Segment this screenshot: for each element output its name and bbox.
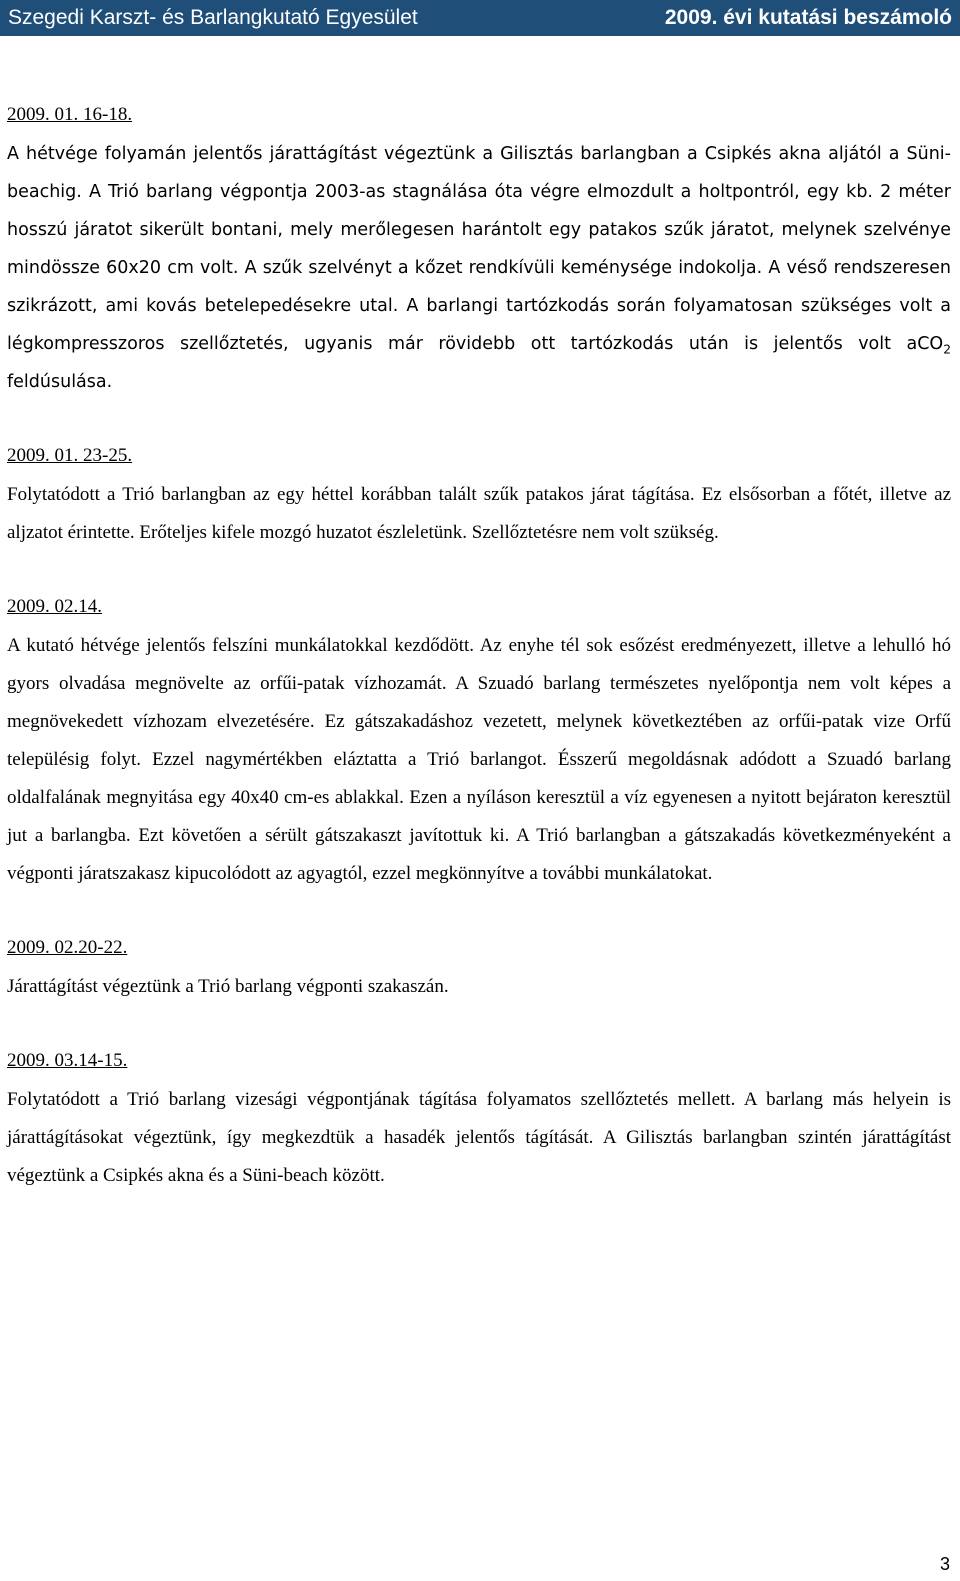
- entry-text: Folytatódott a Trió barlang vizesági végpontjának tágítása folyamatos szellőztetés mellett. A barlang más helyein is járattágításokat végeztünk, így megkezdtük a hasadék jelentős tágítását. A Gilisztás barlangban szintén járattágítást végeztünk a Csipkés akna és a Süni-beach között.: [7, 1089, 951, 1186]
- entry-section: [7, 592, 951, 893]
- entry-date: 2009. 03.14-15.: [7, 1050, 128, 1071]
- document-body: [7, 100, 951, 1235]
- entry-date: 2009. 02.20-22.: [7, 937, 128, 958]
- entry-section: [7, 933, 951, 1006]
- entry-text: Járattágítást végeztünk a Trió barlang végponti szakaszán.: [7, 976, 449, 997]
- entry-date: 2009. 02.14.: [7, 596, 102, 617]
- page-number: 3: [939, 1554, 950, 1574]
- entry-date: 2009. 01. 16-18.: [7, 104, 133, 125]
- header-org: Szegedi Karszt- és Barlangkutató Egyesület: [8, 6, 418, 29]
- entry-text-tail: feldúsulása.: [7, 372, 113, 392]
- entry-section: [7, 1046, 951, 1195]
- header-report-title: 2009. évi kutatási beszámoló: [664, 6, 952, 29]
- entry-date: 2009. 01. 23-25.: [7, 445, 133, 466]
- entry-text-main: A hétvége folyamán jelentős járattágítást végeztünk a Gilisztás barlangban a Csipkés akna aljától a Süni-beachig. A Trió barlang végpontja 2003-as stagnálása óta végre elmozdult a holtpontról, egy kb. 2 méter hosszú járatot sikerült bontani, mely merőlegesen harántolt egy patakos szűk járatot, melynek szelvénye mindössze 60x20 cm volt. A szűk szelvényt a kőzet rendkívüli keménysége indokolja. A véső rendszeresen szikrázott, ami kovás betelepedésekre utal. A barlangi tartózkodás során folyamatosan szükséges volt a légkompresszoros szellőztetés, ugyanis már rövidebb ott tartózkodás után is jelentős volt aCO: [7, 144, 951, 354]
- entry-text: Folytatódott a Trió barlangban az egy héttel korábban talált szűk patakos járat tágítása. Ez elsősorban a főtét, illetve az aljzatot érintette. Erőteljes kifele mozgó huzatot észleletünk. Szellőztetésre nem volt szükség.: [7, 484, 951, 543]
- entry-text: A kutató hétvége jelentős felszíni munkálatokkal kezdődött. Az enyhe tél sok esőzést eredményezett, illetve a lehulló hó gyors olvadása megnövelte az orfűi-patak vízhozamát. A Szuadó barlang természetes nyelőpontja nem volt képes a megnövekedett vízhozam elvezetésére. Ez gátszakadáshoz vezetett, melynek következtében az orfűi-patak vize Orfű településig folyt. Ezzel nagymértékben eláztatta a Trió barlangot. Ésszerű megoldásnak adódott a Szuadó barlang oldalfalának megnyitása egy 40x40 cm-es ablakkal. Ezen a nyíláson keresztül a víz egyenesen a nyitott bejáraton keresztül jut a barlangba. Ezt követően a sérült gátszakaszt javítottuk ki. A Trió barlangban a gátszakadás következményeként a végponti járatszakasz kipucolódott az agyagtól, ezzel megkönnyítve a további munkálatokat.: [7, 635, 951, 884]
- entry-text-subscript: 2: [943, 342, 951, 357]
- page-header: [0, 0, 960, 36]
- entry-text: [7, 135, 951, 401]
- entry-section: [7, 441, 951, 552]
- entry-section: [7, 100, 951, 401]
